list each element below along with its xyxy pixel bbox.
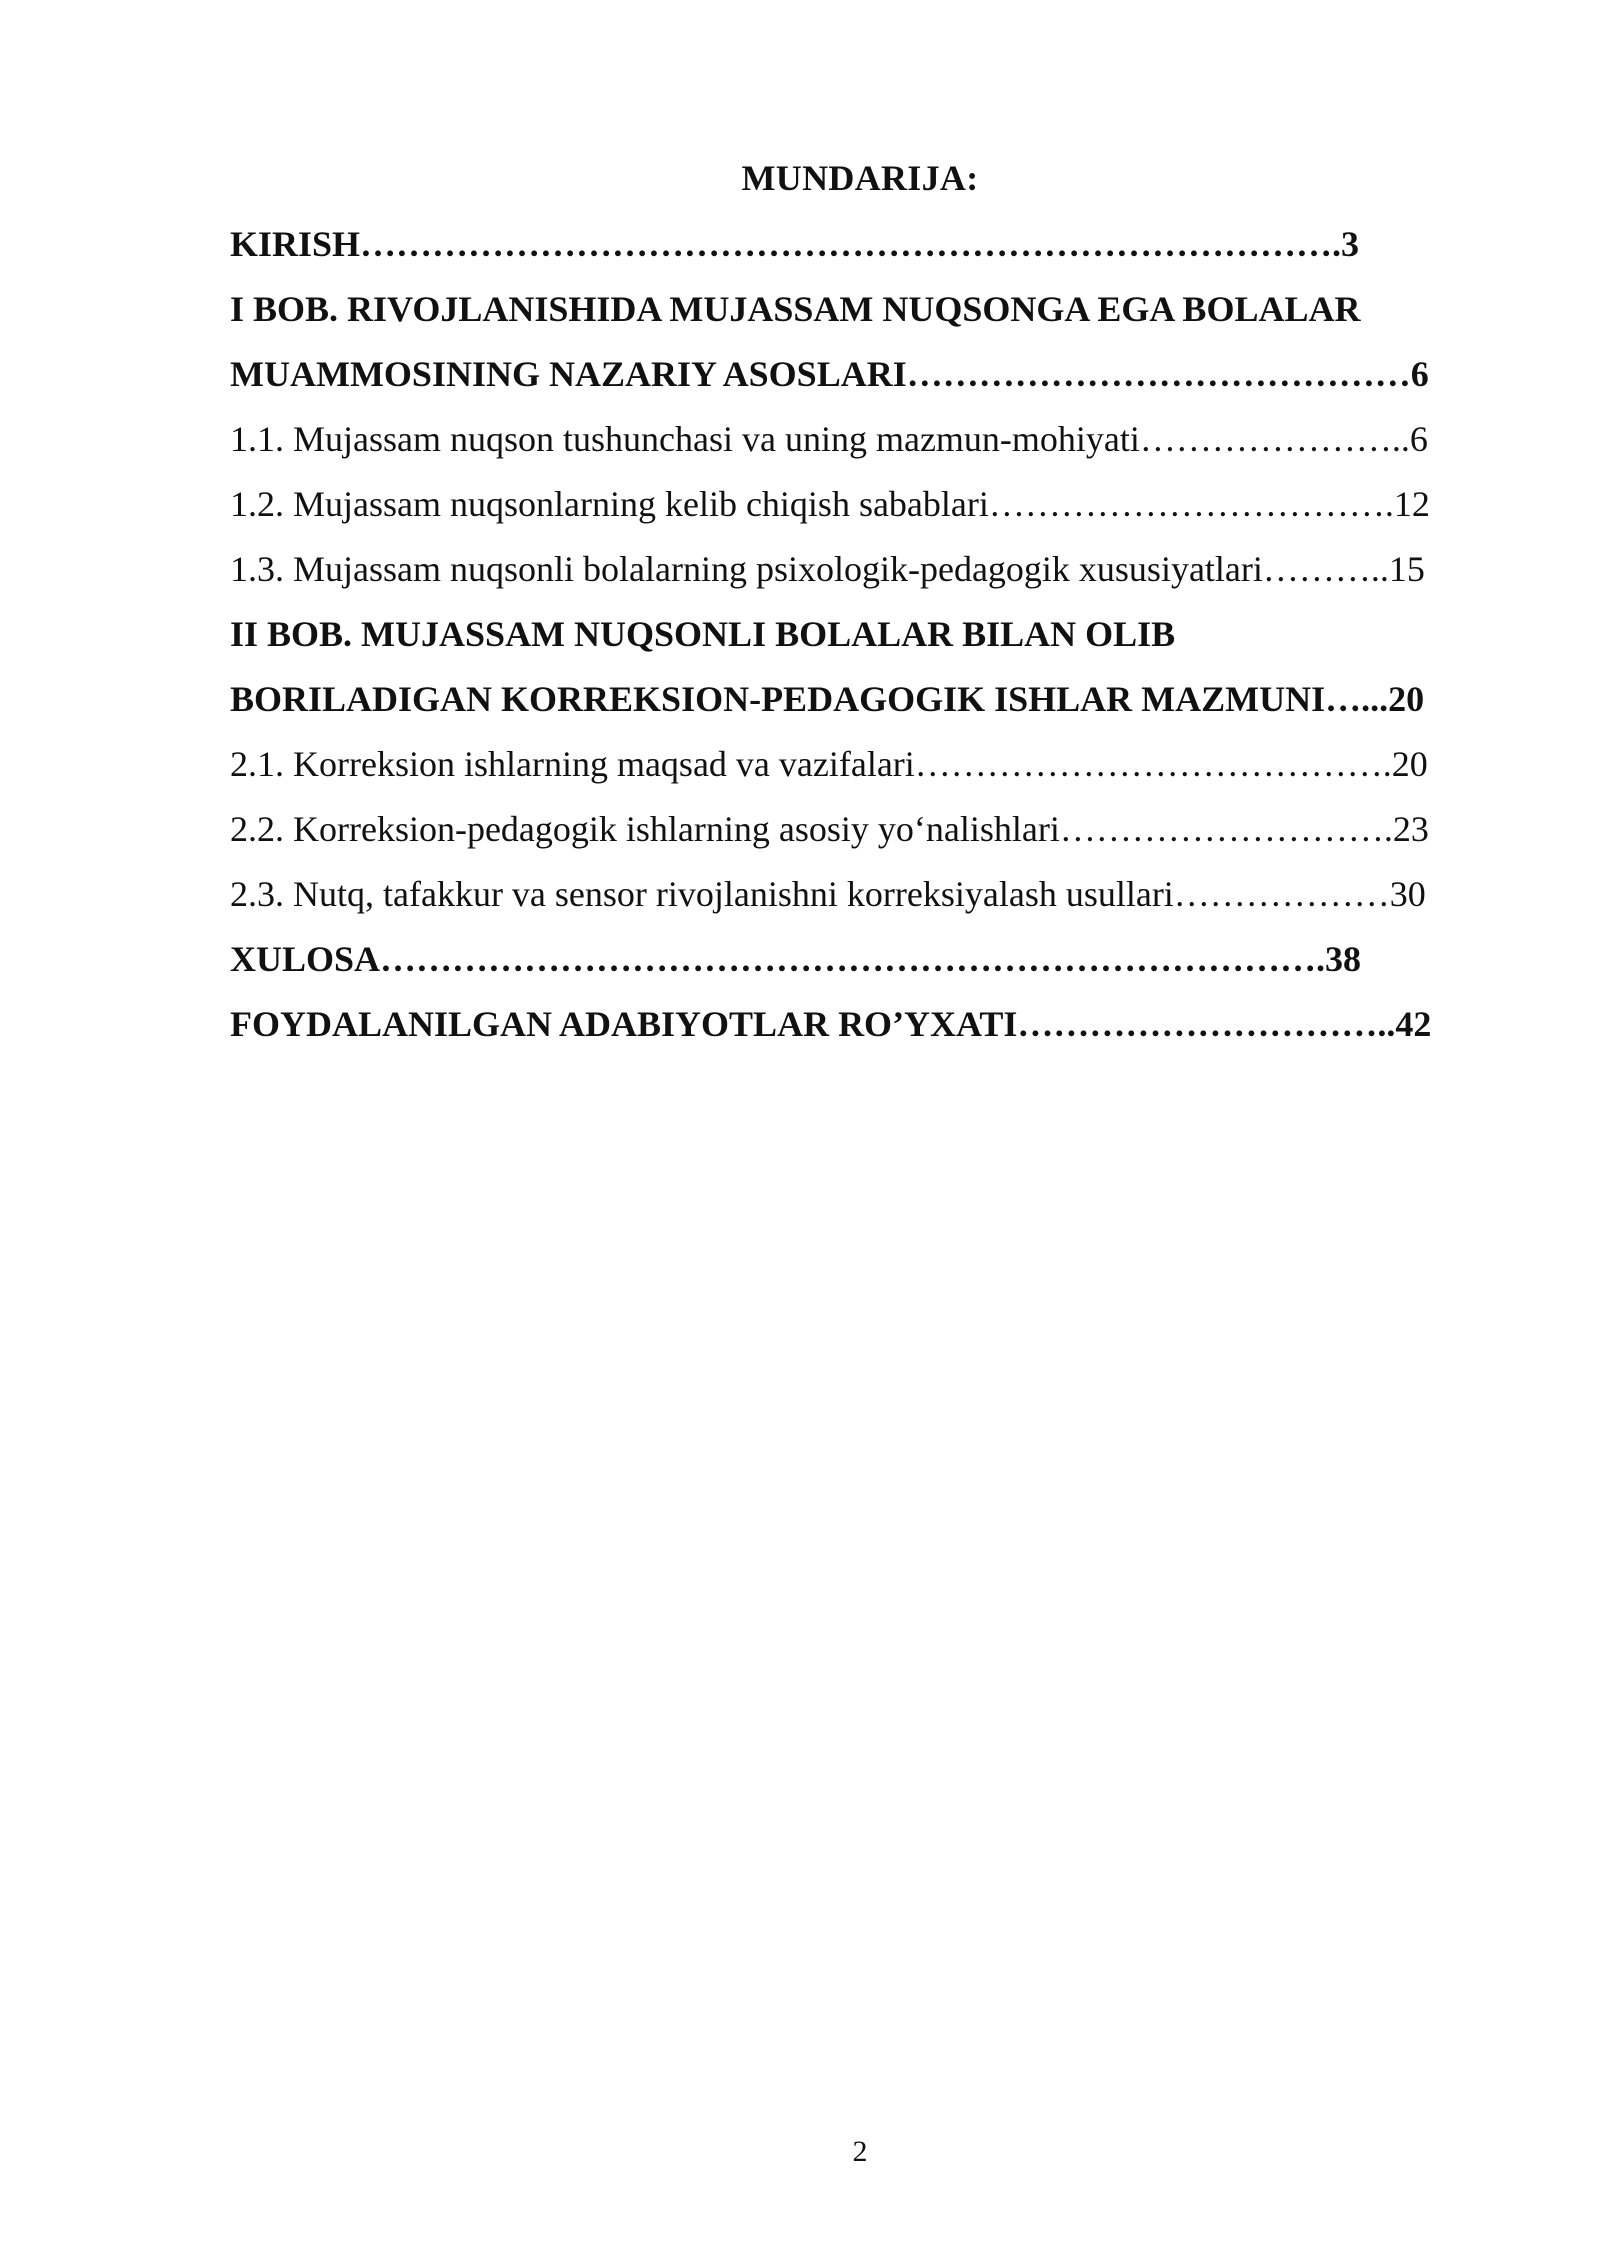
toc-section-1-1: 1.1. Mujassam nuqson tushunchasi va uning mazmun-mohiyati…………………..6 — [230, 419, 1428, 459]
table-of-contents — [230, 212, 1490, 1057]
toc-chapter-2-line-1: II BOB. MUJASSAM NUQSONLI BOLALAR BILAN OLIB — [230, 614, 1176, 654]
toc-chapter-1-line-2: MUAMMOSINING NAZARIY ASOSLARI……………………………………6 — [230, 354, 1429, 394]
toc-section-1-2: 1.2. Mujassam nuqsonlarning kelib chiqish sabablari…………………………….12 — [230, 484, 1430, 524]
toc-section-1-3: 1.3. Mujassam nuqsonli bolalarning psixologik-pedagogik xususiyatlari………..15 — [230, 549, 1425, 589]
toc-entry-references: FOYDALANILGAN ADABIYOTLAR RO’YXATI…………………………..42 — [230, 1004, 1432, 1044]
toc-entry-kirish: KIRISH……………………………………………………………………….3 — [230, 224, 1360, 264]
toc-section-2-2: 2.2. Korreksion-pedagogik ishlarning asosiy yo‘nalishlari……………………….23 — [230, 809, 1429, 849]
page-number: 2 — [852, 2135, 868, 2168]
toc-chapter-2-line-2: BORILADIGAN KORREKSION-PEDAGOGIK ISHLAR MAZMUNI…...20 — [230, 679, 1425, 719]
toc-title: MUNDARIJA: — [741, 158, 979, 198]
toc-chapter-1-line-1: I BOB. RIVOJLANISHIDA MUJASSAM NUQSONGA EGA BOLALAR — [230, 289, 1361, 329]
toc-section-2-1: 2.1. Korreksion ishlarning maqsad va vazifalari………………………………….20 — [230, 744, 1428, 784]
toc-entry-xulosa: XULOSA…………………………………………………………………….38 — [230, 939, 1362, 979]
toc-section-2-3: 2.3. Nutq, tafakkur va sensor rivojlanishni korreksiyalash usullari………………30 — [230, 874, 1426, 914]
